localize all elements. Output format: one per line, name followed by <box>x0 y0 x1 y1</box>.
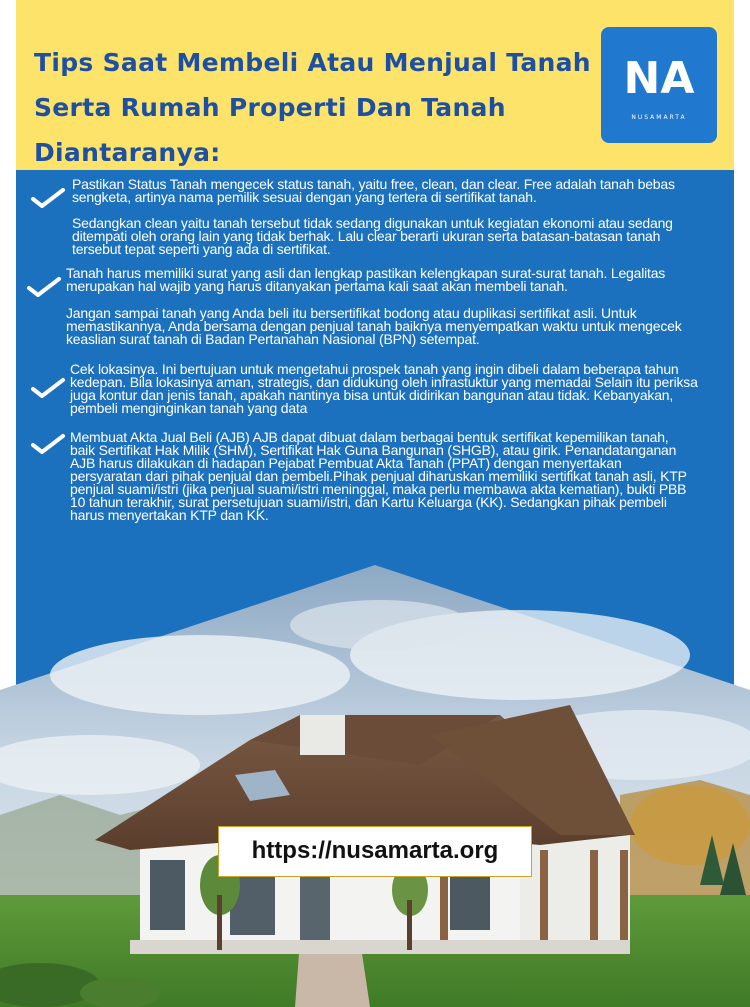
checkmark-icon <box>30 377 66 399</box>
nusamarta-logo <box>601 27 717 143</box>
checkmark-icon <box>30 187 66 209</box>
tip-4-paragraph-1: Membuat Akta Jual Beli (AJB) AJB dapat dibuat dalam berbagai bentuk sertifikat kepemilikan tanah, baik Sertifikat Hak Milik (SHM), Sertifikat Hak Guna Bangunan (SHGB), atau girik. Penandatanganan AJB harus dilakukan di hadapan Pejabat Pembuat Akta Tanah (PPAT) dengan menyertakan persyaratan dari pihak penjual dan pembeli.Pihak penjual diharuskan memiliki sertifikat tanah asli, KTP penjual suami/istri (jika penjual suami/istri meninggal, maka perlu membawa akta kematian), bukti PBB 10 tahun terakhir, surat persetujuan suami/istri, dan Kartu Keluarga (KK). Sedangkan pihak pembeli harus menyertakan KTP dan KK. <box>70 429 687 523</box>
tip-2-paragraph-1: Tanah harus memiliki surat yang asli dan lengkap pastikan kelengkapan surat-surat tanah. Legalitas merupakan hal wajib yang harus ditanyakan pertama kali saat akan membeli tanah. <box>66 265 666 294</box>
checkmark-icon <box>26 276 62 298</box>
tip-2-paragraph-2: Jangan sampai tanah yang Anda beli itu bersertifikat bodong atau duplikasi sertifikat asli. Untuk memastikannya, Anda bersama dengan penjual tanah baiknya menyempatkan waktu untuk mengecek keaslian surat tanah di Badan Pertanahan Nasional (BPN) setempat. <box>66 305 682 347</box>
tip-3-paragraph-1: Cek lokasinya. Ini bertujuan untuk mengetahui prospek tanah yang ingin dibeli dalam beberapa tahun kedepan. Bila lokasinya aman, strategis, dan didukung oleh infrastuktur yang memadai Selain itu periksa juga kontur dan jenis tanah, apakah nantinya bisa untuk didirikan bangunan atau tidak. Kebanyakan, pembeli menginginkan tanah yang data <box>70 361 698 416</box>
tip-1-paragraph-1: Pastikan Status Tanah mengecek status tanah, yaitu free, clean, dan clear. Free adalah tanah bebas sengketa, artinya nama pemilik sesuai dengan yang tertera di sertifikat tanah. <box>72 176 675 205</box>
logo-name: NUSAMARTA <box>631 114 687 121</box>
checkmark-icon <box>30 433 66 455</box>
house-photo <box>0 565 750 1007</box>
website-url[interactable]: https://nusamarta.org <box>251 837 499 864</box>
logo-mark: NA <box>623 53 695 104</box>
website-url-box[interactable] <box>218 826 532 877</box>
page-title: Tips Saat Membeli Atau Menjual Tanah Serta Rumah Properti Dan Tanah Diantaranya: <box>34 48 591 167</box>
tip-1-paragraph-2: Sedangkan clean yaitu tanah tersebut tidak sedang digunakan untuk kegiatan ekonomi atau sedang ditempati oleh orang lain yang tidak berhak. Lalu clear berarti ukuran serta batasan-batasan tanah tersebut tepat seperti yang ada di sertifikat. <box>72 215 673 257</box>
